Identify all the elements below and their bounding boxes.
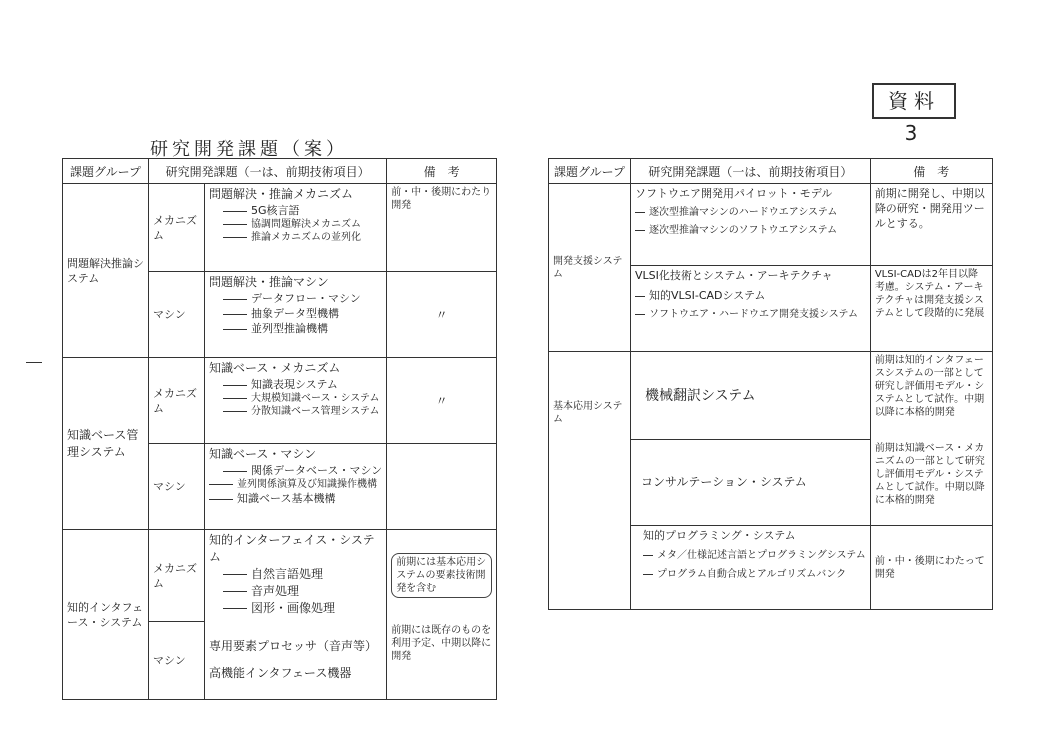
- subject-item: ソフトウエア・ハードウエア開発支援システム: [635, 308, 866, 321]
- subject-title: VLSI化技術とシステム・アーキテクチャ: [635, 269, 833, 282]
- subject-cell: [205, 358, 387, 444]
- subject-item: 抽象データ型機構: [209, 306, 382, 321]
- subject-cell: [205, 444, 387, 530]
- subject-item: 知識表現システム: [209, 377, 382, 392]
- note-cell: 前期は知識ベース・メカニズムの一部として研究し評価用モデル・システムとして試作。中期以降に本格的開発: [870, 440, 992, 526]
- group-name: 知識ベース管理システム: [63, 358, 149, 530]
- note-cell: 〃: [387, 272, 497, 358]
- subject-item: 大規模知識ベース・システム: [209, 392, 382, 405]
- subject-item: メタ／仕様記述言語とプログラミングシステム: [635, 549, 866, 562]
- group-name: 基本応用システム: [549, 352, 631, 610]
- header-note: 備 考: [387, 159, 497, 184]
- category-label: メカニズム: [149, 358, 205, 444]
- subject-item: プログラム自動合成とアルゴリズムバンク: [635, 568, 866, 581]
- subject-item: 協調問題解決メカニズム: [209, 218, 382, 231]
- subject-item: 逐次型推論マシンのソフトウエアシステム: [635, 224, 866, 237]
- subject-item: 5G核言語: [209, 203, 382, 218]
- subject-title: 知的インターフェイス・システム: [209, 533, 375, 564]
- subject-cell: [205, 530, 387, 622]
- header-group: 課題グループ: [549, 159, 631, 184]
- note-boxed: 前期には基本応用システムの要素技術開発を含む: [391, 553, 492, 598]
- subject-item: 知的VLSI-CADシステム: [635, 288, 866, 303]
- subject-cell: [631, 184, 871, 266]
- subject-title: 機械翻訳システム: [631, 352, 871, 440]
- group-name: 問題解決推論システム: [63, 184, 149, 358]
- note-cell: 前期には既存のものを利用予定、中期以降に開発: [387, 622, 497, 700]
- note-cell: [387, 444, 497, 530]
- document-label: 資料 3: [872, 83, 956, 119]
- subject-title: 知的プログラミング・システム: [643, 529, 796, 542]
- category-label: メカニズム: [149, 530, 205, 622]
- category-label: マシン: [149, 272, 205, 358]
- category-label: マシン: [149, 622, 205, 700]
- subject-item: 逐次型推論マシンのハードウエアシステム: [635, 206, 866, 219]
- subject-item: 高機能インタフェース機器: [209, 666, 352, 681]
- subject-title: 専用要素プロセッサ（音声等）: [209, 639, 378, 654]
- subject-title: 知識ベース・メカニズム: [209, 361, 341, 375]
- subject-title: 知識ベース・マシン: [209, 447, 317, 461]
- subject-item: 音声処理: [209, 583, 382, 600]
- note-cell: 前・中・後期にわたって開発: [870, 526, 992, 610]
- subject-title: 問題解決・推論メカニズム: [209, 187, 354, 201]
- subject-item: 図形・画像処理: [209, 600, 382, 617]
- margin-arrow-mark: [26, 362, 42, 363]
- subject-item: 関係データベース・マシン: [209, 463, 382, 478]
- page-title: 研究開発課題（案）: [150, 139, 348, 160]
- subject-item: データフロー・マシン: [209, 291, 382, 306]
- subject-cell: [205, 272, 387, 358]
- subject-item: 自然言語処理: [209, 566, 382, 583]
- header-subject: 研究開発課題（一は、前期技術項目）: [149, 159, 387, 184]
- category-label: マシン: [149, 444, 205, 530]
- right-table: [548, 158, 993, 610]
- note-cell: 前期は知的インタフェースシステムの一部として研究し評価用モデル・システムとして試作。中期以降に本格的開発: [870, 352, 992, 440]
- note-cell: 前期に開発し、中期以降の研究・開発用ツールとする。: [870, 184, 992, 266]
- subject-title: コンサルテーション・システム: [631, 440, 871, 526]
- group-name: 開発支援システム: [549, 184, 631, 352]
- subject-cell: [631, 266, 871, 352]
- group-name: 知的インタフェース・システム: [63, 530, 149, 700]
- note-cell: 前・中・後期にわたり開発: [387, 184, 497, 272]
- header-subject: 研究開発課題（一は、前期技術項目）: [631, 159, 871, 184]
- subject-item: 知識ベース基本機構: [209, 491, 382, 506]
- subject-item: 並列型推論機構: [209, 321, 382, 336]
- subject-title: ソフトウエア開発用パイロット・モデル: [635, 187, 833, 200]
- subject-cell: [631, 526, 871, 610]
- subject-cell: [205, 622, 387, 700]
- subject-title: 問題解決・推論マシン: [209, 275, 329, 289]
- header-note: 備 考: [870, 159, 992, 184]
- note-cell: VLSI-CADは2年目以降考慮。システム・アーキテクチャは開発支援システムとして段階的に発展: [870, 266, 992, 352]
- note-cell: 〃: [387, 358, 497, 444]
- category-label: メカニズム: [149, 184, 205, 272]
- header-group: 課題グループ: [63, 159, 149, 184]
- left-table: [62, 158, 497, 700]
- subject-item: 分散知識ベース管理システム: [209, 405, 382, 418]
- subject-item: 推論メカニズムの並列化: [209, 231, 382, 244]
- note-cell: [387, 530, 497, 622]
- subject-cell: [205, 184, 387, 272]
- subject-item: 並列関係演算及び知識操作機構: [209, 478, 382, 491]
